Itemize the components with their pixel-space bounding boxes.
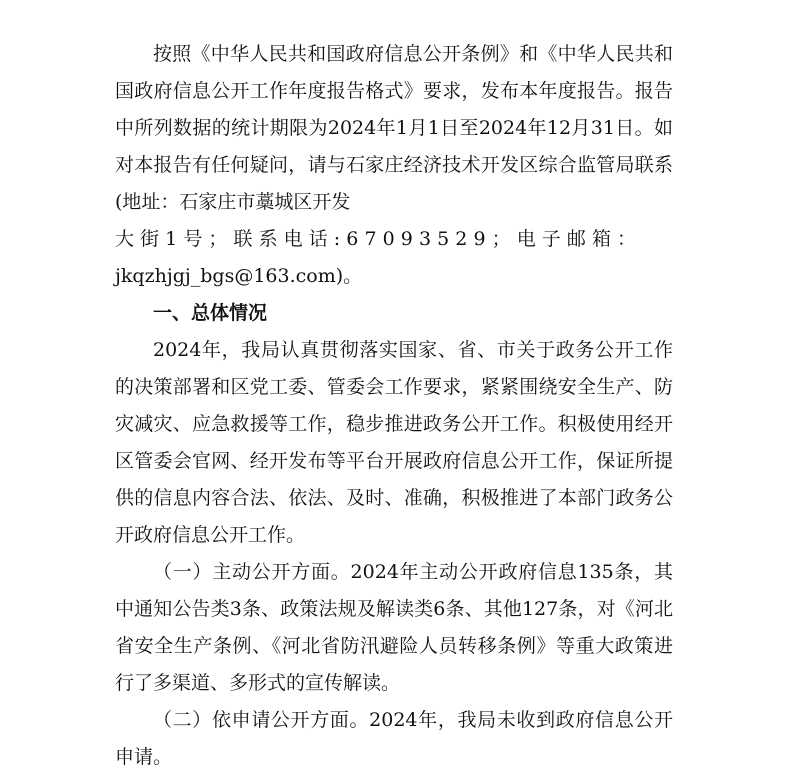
report-page [115, 36, 673, 776]
proactive-disclosure-paragraph: （一）主动公开方面。2024年主动公开政府信息135条，其中通知公告类3条、政策法规及解读类6条、其他127条，对《河北省安全生产条例、《河北省防汛避险人员转移条例》等重大政策进行了多渠道、多形式的宣传解读。 [115, 561, 673, 694]
overview-paragraph: 2024年，我局认真贯彻落实国家、省、市关于政务公开工作的决策部署和区党工委、管委会工作要求，紧紧围绕安全生产、防灾减灾、应急救援等工作，稳步推进政务公开工作。积极使用经开区管委会官网、经开发布等平台开展政府信息公开工作，保证所提供的信息内容合法、依法、及时、准确，积极推进了本部门政务公开政府信息公开工作。 [115, 339, 673, 546]
section-heading-overview: 一、总体情况 [153, 302, 268, 324]
request-disclosure-paragraph: （二）依申请公开方面。2024年，我局未收到政府信息公开申请。 [115, 709, 673, 768]
intro-paragraph [115, 36, 673, 295]
contact-phone-email: 大街1号；联系电话:67093529；电子邮箱： [115, 228, 643, 250]
intro-text: 按照《中华人民共和国政府信息公开条例》和《中华人民共和国政府信息公开工作年度报告格式》要求，发布本年度报告。报告中所列数据的统计期限为2024年1月1日至2024年12月31日。如对本报告有任何疑问，请与石家庄经济技术开发区综合监管局联系(地址：石家庄市藁城区开发 [115, 43, 673, 213]
contact-email-address: jkqzhjgj_bgs@163.com)。 [115, 265, 363, 287]
